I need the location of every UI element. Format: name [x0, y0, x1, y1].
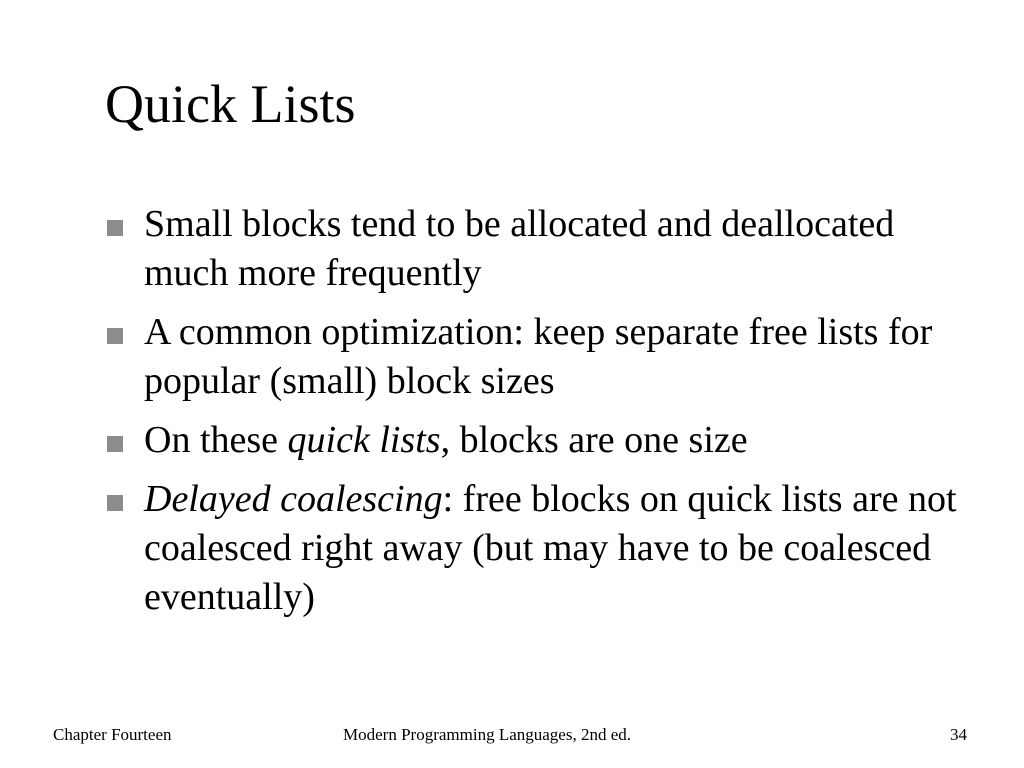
bullet-text: Small blocks tend to be allocated and deallocated much more frequently — [144, 203, 895, 294]
bullet-text-before: On these — [144, 419, 288, 461]
bullet-text-after: : free blocks on quick lists are not coalesced right away (but may have to be coalesced eventually) — [144, 478, 957, 618]
bullet-text-after: , blocks are one size — [440, 419, 748, 461]
bullet-item — [104, 200, 974, 298]
slide-title: Quick Lists — [105, 74, 356, 134]
footer-chapter: Chapter Fourteen — [53, 725, 172, 744]
footer-page-number: 34 — [950, 725, 967, 744]
bullet-list — [104, 200, 974, 632]
bullet-item — [104, 308, 974, 406]
square-bullet-icon — [107, 495, 123, 511]
square-bullet-icon — [107, 220, 123, 236]
bullet-term-emphasis: Delayed coalescing — [144, 478, 443, 520]
square-bullet-icon — [107, 328, 123, 344]
footer-book-title: Modern Programming Languages, 2nd ed. — [343, 725, 631, 744]
bullet-item — [104, 475, 974, 622]
bullet-item — [104, 416, 974, 465]
square-bullet-icon — [107, 436, 123, 452]
bullet-text: A common optimization: keep separate free lists for popular (small) block sizes — [144, 311, 933, 402]
bullet-term-emphasis: quick lists — [287, 419, 441, 461]
